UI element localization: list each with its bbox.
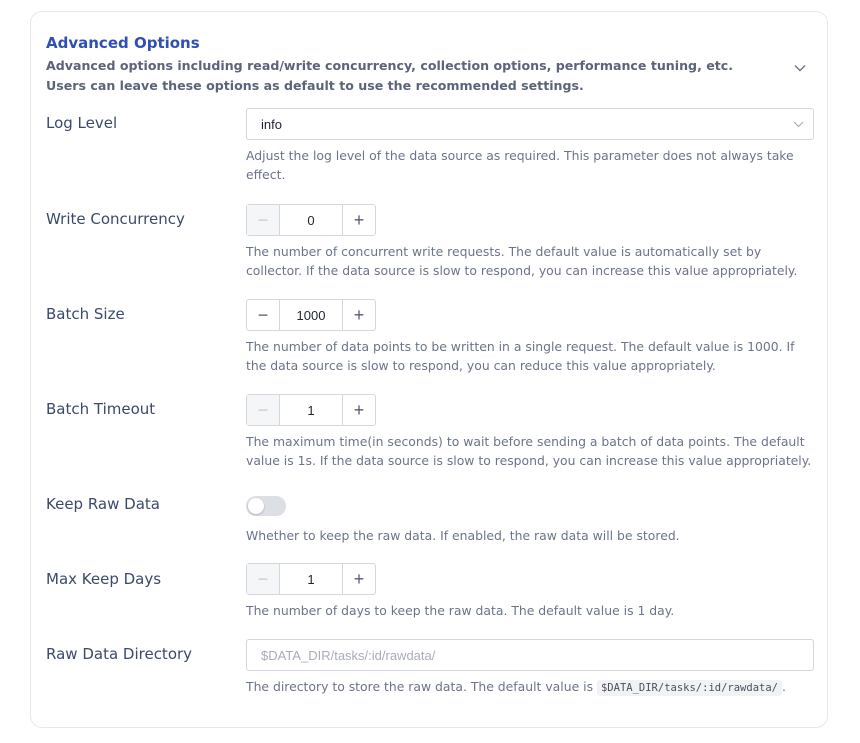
- help-text-suffix: .: [782, 679, 786, 694]
- collapse-toggle[interactable]: [790, 58, 810, 78]
- write-concurrency-help: The number of concurrent write requests. The default value is automatically set by collector. If the data source is slow to respond, you can increase this value appropriately.: [246, 244, 798, 278]
- log-level-value: info: [261, 116, 282, 132]
- batch-size-decrement-button[interactable]: −: [247, 300, 280, 330]
- log-level-select[interactable]: [246, 108, 814, 140]
- keep-raw-data-toggle[interactable]: [246, 496, 286, 516]
- max-keep-days-help: The number of days to keep the raw data. The default value is 1 day.: [246, 603, 675, 618]
- batch-timeout-increment-button[interactable]: +: [342, 395, 375, 425]
- write-concurrency-decrement-button[interactable]: −: [247, 205, 280, 235]
- keep-raw-data-label: Keep Raw Data: [46, 495, 160, 513]
- raw-data-directory-label: Raw Data Directory: [46, 645, 193, 663]
- batch-size-help: The number of data points to be written in a single request. The default value is 1000. If the data source is slow to respond, you can reduce this value appropriately.: [246, 339, 795, 373]
- raw-data-directory-help: [246, 677, 818, 698]
- batch-size-stepper: [246, 299, 376, 331]
- write-concurrency-value[interactable]: 0: [307, 212, 315, 228]
- batch-timeout-value[interactable]: 1: [307, 402, 315, 418]
- batch-timeout-help: The maximum time(in seconds) to wait before sending a batch of data points. The default value is 1s. If the data source is slow to respond, you can increase this value appropriately.: [246, 434, 812, 468]
- log-level-help: Adjust the log level of the data source as required. This parameter does not always take effect.: [246, 148, 794, 182]
- batch-size-increment-button[interactable]: +: [342, 300, 375, 330]
- batch-timeout-decrement-button[interactable]: −: [247, 395, 280, 425]
- batch-size-value[interactable]: 1000: [296, 307, 326, 323]
- section-description: Advanced options including read/write concurrency, collection options, performance tuning, etc. Users can leave these options as default to use the recommended settings.: [46, 58, 734, 93]
- batch-timeout-label: Batch Timeout: [46, 400, 156, 418]
- write-concurrency-stepper: [246, 204, 376, 236]
- max-keep-days-stepper: [246, 563, 376, 595]
- chevron-down-icon: [794, 64, 806, 72]
- chevron-down-icon: [793, 121, 804, 128]
- section-title: Advanced Options: [46, 34, 200, 52]
- log-level-label: Log Level: [46, 114, 118, 132]
- max-keep-days-decrement-button[interactable]: −: [247, 564, 280, 594]
- help-text-prefix: The directory to store the raw data. The default value is: [246, 679, 594, 694]
- default-path-code: $DATA_DIR/tasks/:id/rawdata/: [597, 680, 782, 696]
- batch-timeout-stepper: [246, 394, 376, 426]
- write-concurrency-increment-button[interactable]: +: [342, 205, 375, 235]
- toggle-knob: [248, 498, 264, 514]
- raw-data-directory-input[interactable]: [246, 639, 814, 671]
- write-concurrency-label: Write Concurrency: [46, 210, 185, 228]
- max-keep-days-value[interactable]: 1: [307, 571, 315, 587]
- max-keep-days-increment-button[interactable]: +: [342, 564, 375, 594]
- batch-size-label: Batch Size: [46, 305, 125, 323]
- keep-raw-data-help: Whether to keep the raw data. If enabled, the raw data will be stored.: [246, 528, 680, 543]
- max-keep-days-label: Max Keep Days: [46, 570, 162, 588]
